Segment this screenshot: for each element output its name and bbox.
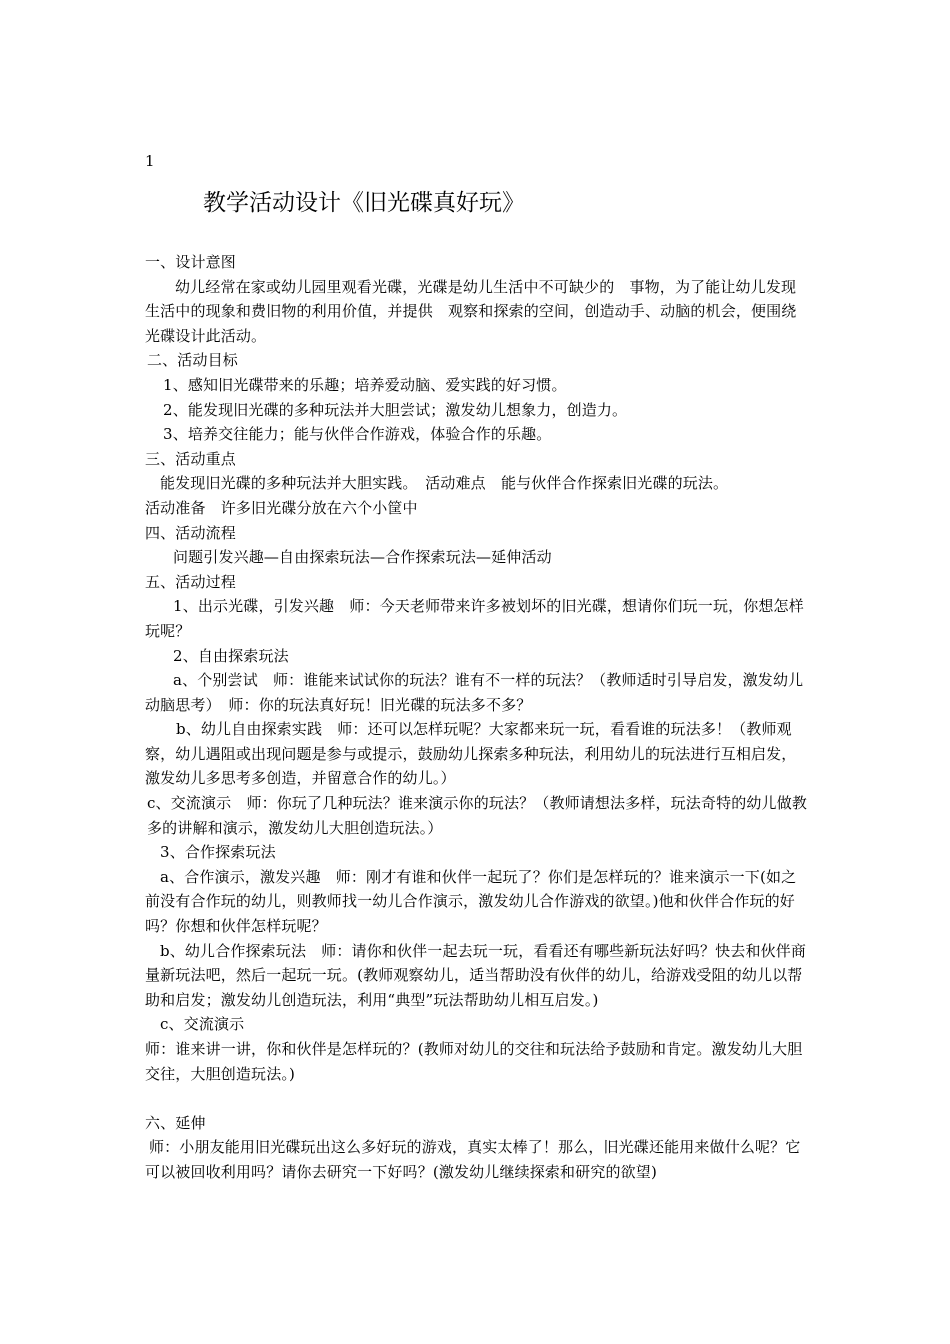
process-step-2c: c、交流演示 师：你玩了几种玩法？谁来演示你的玩法？（教师请想法多样，玩法奇特的幼儿做教多的讲解和演示，激发幼儿大胆创造玩法。） xyxy=(147,794,808,837)
page-number: 1 xyxy=(145,152,155,170)
blank-line xyxy=(145,1086,810,1111)
paragraph-preparation: 活动准备 许多旧光碟分放在六个小筐中 xyxy=(145,498,418,517)
document-title: 教学活动设计《旧光碟真好玩》 xyxy=(203,190,525,216)
section-heading-design-intent: 一、设计意图 xyxy=(145,253,236,271)
section-heading-goals: 二、活动目标 xyxy=(147,351,238,370)
section-heading-flow: 四、活动流程 xyxy=(145,523,236,542)
document-body xyxy=(145,250,810,1185)
process-step-3c-text: 师：谁来讲一讲，你和伙伴是怎样玩的？(教师对幼儿的交往和玩法给予鼓励和肯定。激发幼儿大胆交往，大胆创造玩法。) xyxy=(145,1040,803,1083)
section-heading-process: 五、活动过程 xyxy=(145,572,236,591)
process-step-3b: b、幼儿合作探索玩法 师：请你和伙伴一起去玩一玩，看看还有哪些新玩法好吗？快去和伙伴商量新玩法吧，然后一起玩一玩。(教师观察幼儿，适当帮助没有伙伴的幼儿，给游戏受阻的幼儿以帮助和启发；激发幼儿创造玩法，利用“典型”玩法帮助幼儿相互启发。) xyxy=(145,941,807,1009)
process-step-3: 3、合作探索玩法 xyxy=(160,843,276,862)
process-step-2: 2、自由探索玩法 xyxy=(173,646,289,665)
paragraph-key-points: 能发现旧光碟的多种玩法并大胆实践。 活动难点 能与伙伴合作探索旧光碟的玩法。 xyxy=(160,474,729,493)
process-step-2a: a、个别尝试 师：谁能来试试你的玩法？谁有不一样的玩法？（教师适时引导启发，激发幼儿动脑思考） 师：你的玩法真好玩！旧光碟的玩法多不多？ xyxy=(145,671,804,714)
section-heading-key-points: 三、活动重点 xyxy=(145,449,236,468)
goal-item-2: 2、能发现旧光碟的多种玩法并大胆尝试；激发幼儿想象力，创造力。 xyxy=(163,400,628,419)
goal-item-3: 3、培养交往能力；能与伙伴合作游戏，体验合作的乐趣。 xyxy=(163,425,552,444)
process-step-2b: b、幼儿自由探索实践 师：还可以怎样玩呢？大家都来玩一玩，看看谁的玩法多！（教师观察，幼儿遇阻或出现问题是参与或提示，鼓励幼儿探索多种玩法，利用幼儿的玩法进行互相启发，激发幼儿多思考多创造，并留意合作的幼儿。） xyxy=(145,720,797,788)
paragraph-extension: 师：小朋友能用旧光碟玩出这么多好玩的游戏，真实太棒了！那么，旧光碟还能用来做什么呢？它可以被回收利用吗？请你去研究一下好吗？(激发幼儿继续探索和研究的欲望) xyxy=(145,1138,801,1181)
process-step-1: 1、出示光碟，引发兴趣 师：今天老师带来许多被划坏的旧光碟，想请你们玩一玩，你想怎样玩呢？ xyxy=(145,597,804,640)
goal-item-1: 1、感知旧光碟带来的乐趣；培养爱动脑、爱实践的好习惯。 xyxy=(163,375,567,394)
section-heading-extension: 六、延伸 xyxy=(145,1113,206,1132)
paragraph-flow: 问题引发兴趣—自由探索玩法—合作探索玩法—延伸活动 xyxy=(173,548,552,567)
process-step-3a: a、合作演示，激发兴趣 师：刚才有谁和伙伴一起玩了？你们是怎样玩的？谁来演示一下(如之前没有合作玩的幼儿，则教师找一幼儿合作演示，激发幼儿合作游戏的欲望。)他和伙伴合作玩的好吗？你想和伙伴怎样玩呢？ xyxy=(145,867,797,936)
process-step-3c: c、交流演示 xyxy=(160,1015,245,1034)
paragraph-design-intent: 幼儿经常在家或幼儿园里观看光碟，光碟是幼儿生活中不可缺少的 事物，为了能让幼儿发现生活中的现象和费旧物的利用价值，并提供 观察和探索的空间，创造动手、动脑的机会，便围绕光碟设计此活动。 xyxy=(145,277,797,345)
